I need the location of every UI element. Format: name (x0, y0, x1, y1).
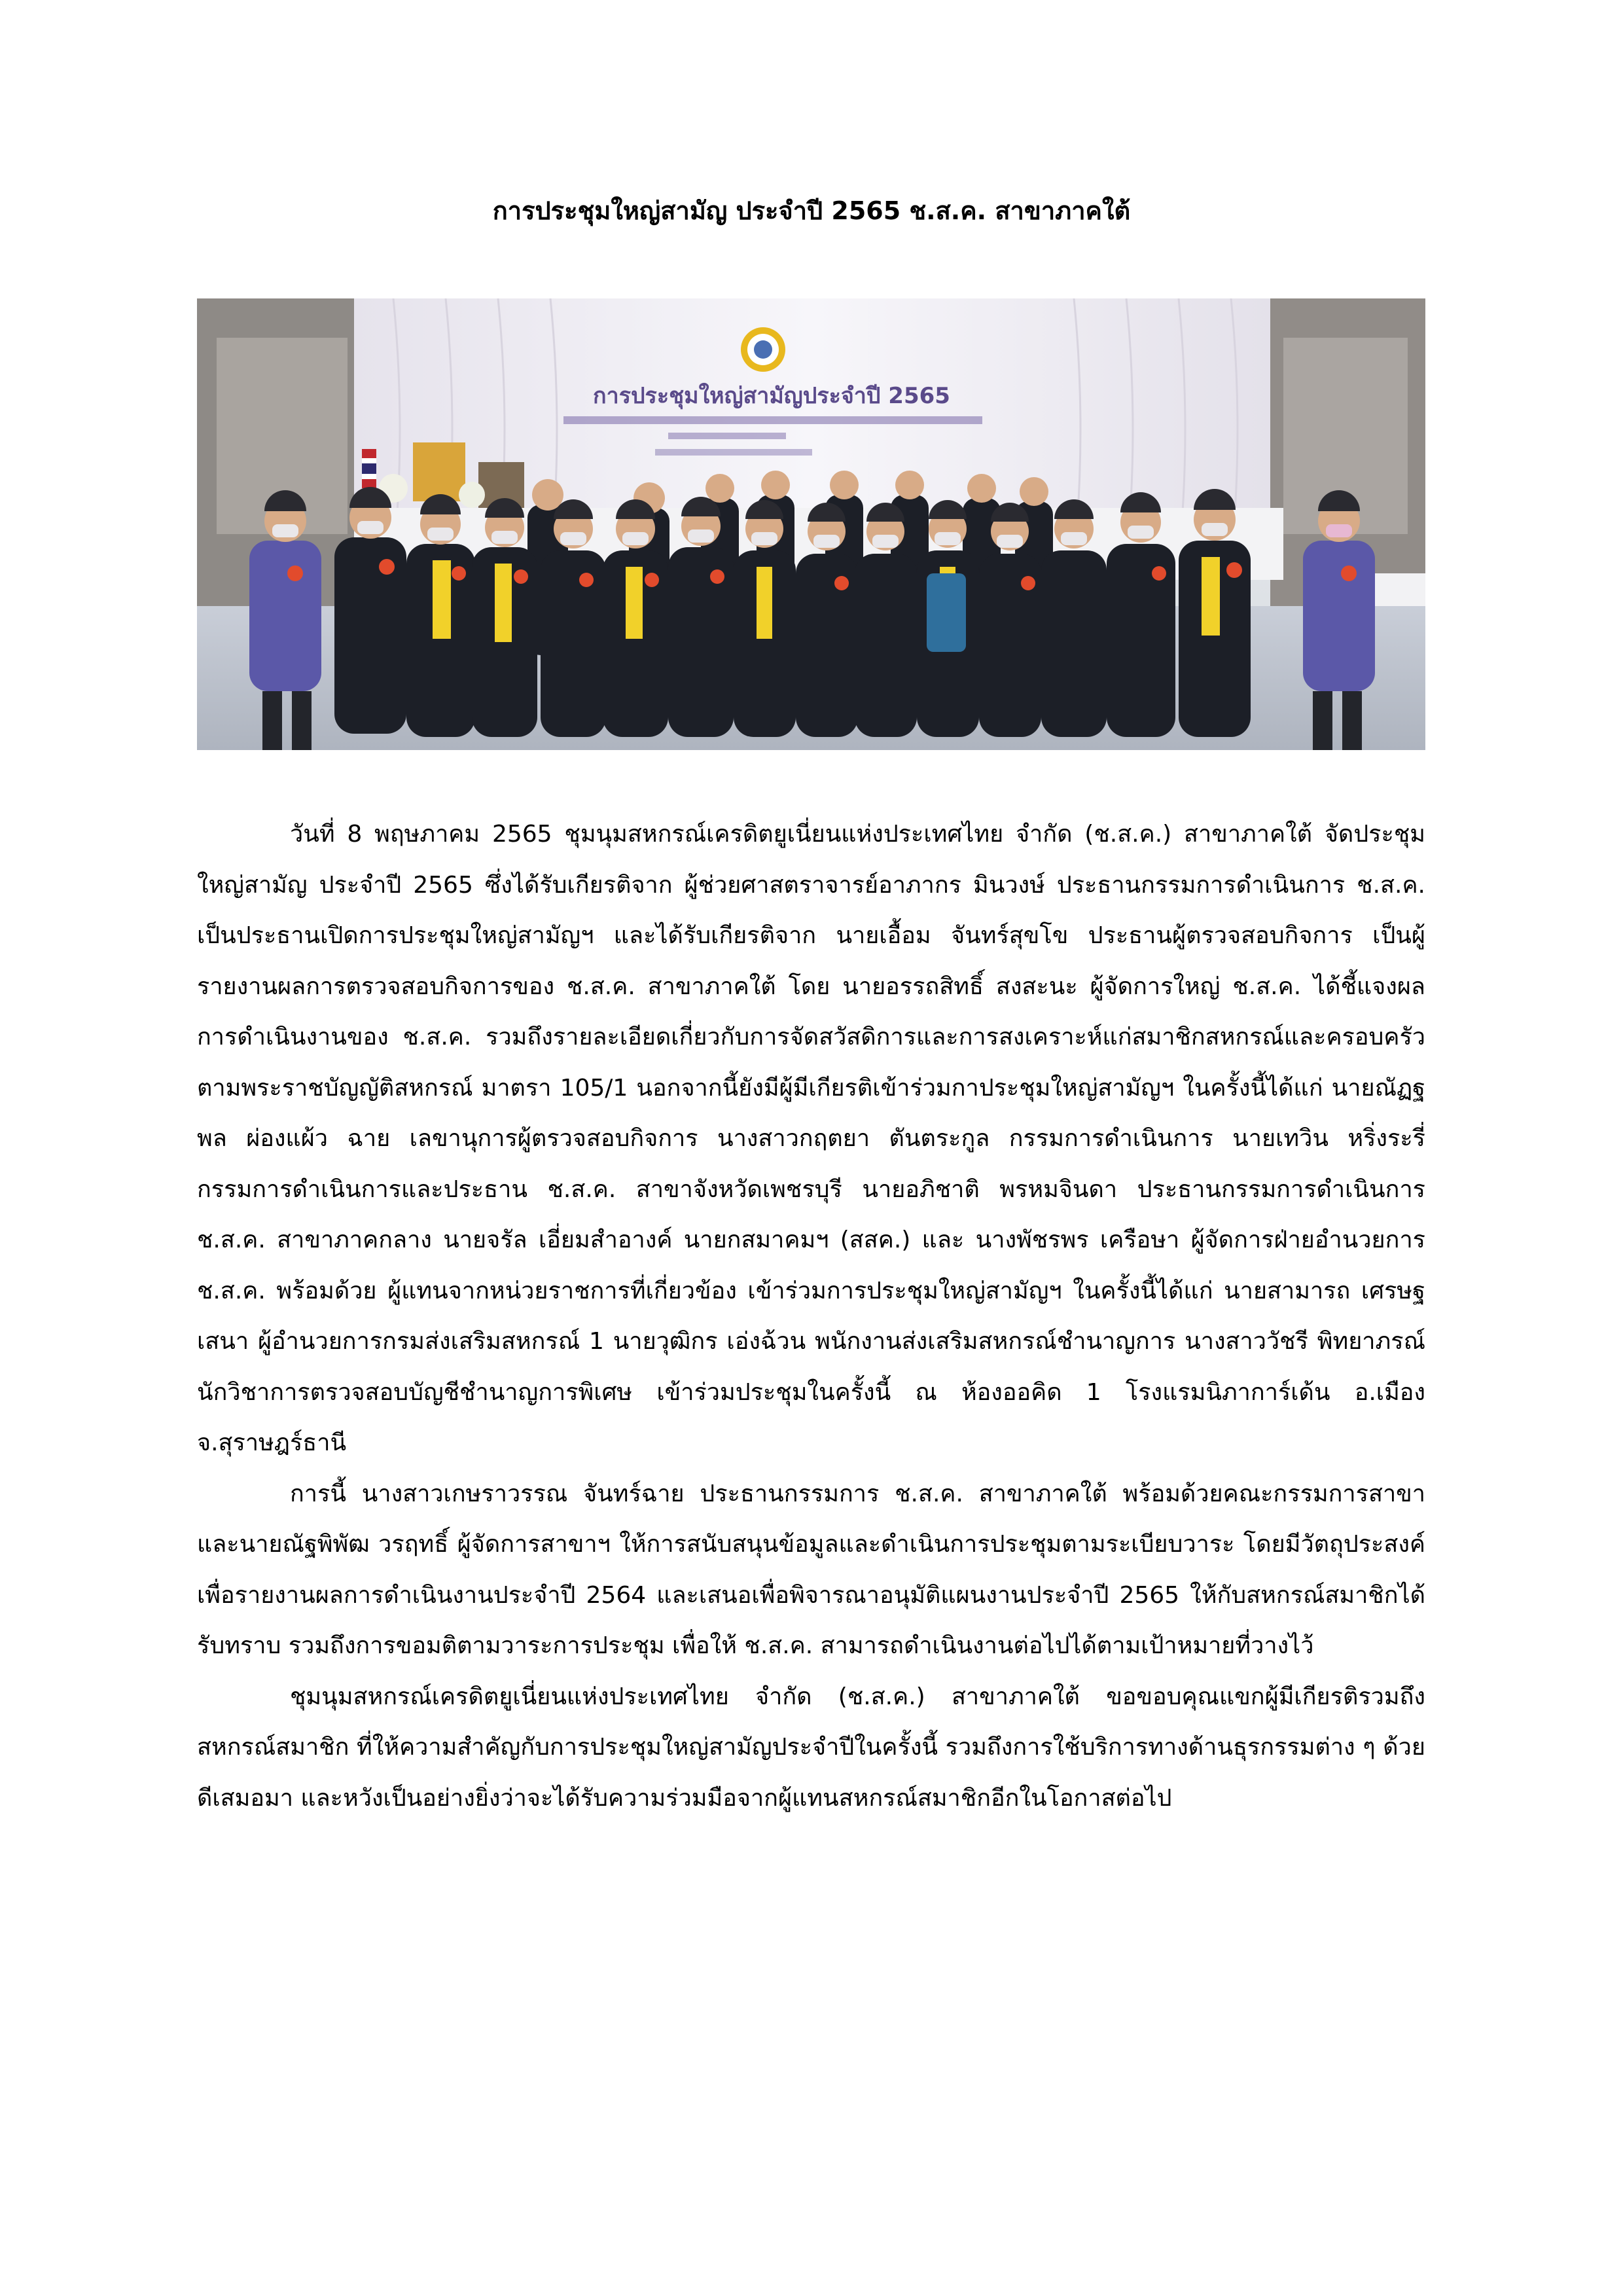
group-photo (197, 298, 1425, 750)
paragraph-3: ชุมนุมสหกรณ์เครดิตยูเนี่ยนแห่งประเทศไทย จำกัด (ช.ส.ค.) สาขาภาคใต้ ขอขอบคุณแขกผู้มีเกียรติรวมถึงสหกรณ์สมาชิก ที่ให้ความสำคัญกับการประชุมใหญ่สามัญประจำปีในครั้งนี้ รวมถึงการใช้บริการทางด้านธุรกรรมต่าง ๆ ด้วยดีเสมอมา และหวังเป็นอย่างยิ่งว่าจะได้รับความร่วมมือจากผู้แทนสหกรณ์สมาชิกอีกในโอกาสต่อไป (197, 1683, 1425, 1812)
paragraph-2: การนี้ นางสาวเกษราวรรณ จันทร์ฉาย ประธานกรรมการ ช.ส.ค. สาขาภาคใต้ พร้อมด้วยคณะกรรมการสาขา และนายณัฐพิพัฒ วรฤทธิ์ ผู้จัดการสาขาฯ ให้การสนับสนุนข้อมูลและดำเนินการประชุมตามระเบียบวาระ โดยมีวัตถุประสงค์เพื่อรายงานผลการดำเนินงานประจำปี 2564 และเสนอเพื่อพิจารณาอนุมัติแผนงานประจำปี 2565 ให้กับสหกรณ์สมาชิกได้รับทราบ รวมถึงการขอมติตามวาระการประชุม เพื่อให้ ช.ส.ค. สามารถดำเนินงานต่อไปได้ตามเป้าหมายที่วางไว้ (197, 1480, 1425, 1659)
document-title: การประชุมใหญ่สามัญ ประจำปี 2565 ช.ส.ค. สาขาภาคใต้ (492, 196, 1131, 225)
banner-title: การประชุมใหญ่สามัญประจำปี 2565 (593, 383, 950, 409)
paragraph-1: วันที่ 8 พฤษภาคม 2565 ชุมนุมสหกรณ์เครดิตยูเนี่ยนแห่งประเทศไทย จำกัด (ช.ส.ค.) สาขาภาคใต้ จัดประชุมใหญ่สามัญ ประจำปี 2565 ซึ่งได้รับเกียรติจาก ผู้ช่วยศาสตราจารย์อาภากร มินวงษ์ ประธานกรรมการดำเนินการ ช.ส.ค. เป็นประธานเปิดการประชุมใหญ่สามัญฯ และได้รับเกียรติจาก นายเอื้อม จันทร์สุขโข ประธานผู้ตรวจสอบกิจการ เป็นผู้รายงานผลการตรวจสอบกิจการของ ช.ส.ค. สาขาภาคใต้ โดย นายอรรถสิทธิ์ สงสะนะ ผู้จัดการใหญ่ ช.ส.ค. ได้ชี้แจงผลการดำเนินงานของ ช.ส.ค. รวมถึงรายละเอียดเกี่ยวกับการจัดสวัสดิการและการสงเคราะห์แก่สมาชิกสหกรณ์และครอบครัว ตามพระราชบัญญัติสหกรณ์ มาตรา 105/1 นอกจากนี้ยังมีผู้มีเกียรติเข้าร่วมกาประชุมใหญ่สามัญฯ ในครั้งนี้ได้แก่ นายณัฏฐพล ผ่องแผ้ว ฉาย เลขานุการผู้ตรวจสอบกิจการ นางสาวกฤตยา ตันตระกูล กรรมการดำเนินการ นายเทวิน หริ่งระรี่ กรรมการดำเนินการและประธาน ช.ส.ค. สาขาจังหวัดเพชรบุรี นายอภิชาติ พรหมจินดา ประธานกรรมการดำเนินการ ช.ส.ค. สาขาภาคกลาง นายจรัล เอี่ยมสำอางค์ นายกสมาคมฯ (สสค.) และ นางพัชรพร เครือษา ผู้จัดการฝ่ายอำนวยการ ช.ส.ค. พร้อมด้วย ผู้แทนจากหน่วยราชการที่เกี่ยวข้อง เข้าร่วมการประชุมใหญ่สามัญฯ ในครั้งนี้ได้แก่ นายสามารถ เศรษฐเสนา ผู้อำนวยการกรมส่งเสริมสหกรณ์ 1 นายวุฒิกร เอ่งฉ้วน พนักงานส่งเสริมสหกรณ์ชำนาญการ นางสาววัชรี พิทยาภรณ์ นักวิชาการตรวจสอบบัญชีชำนาญการพิเศษ เข้าร่วมประชุมในครั้งนี้ ณ ห้องออคิด 1 โรงแรมนิภาการ์เด้น อ.เมือง จ.สุราษฎร์ธานี (197, 821, 1426, 1456)
article-body (197, 809, 1425, 1823)
group-photo-illustration (197, 298, 1425, 750)
